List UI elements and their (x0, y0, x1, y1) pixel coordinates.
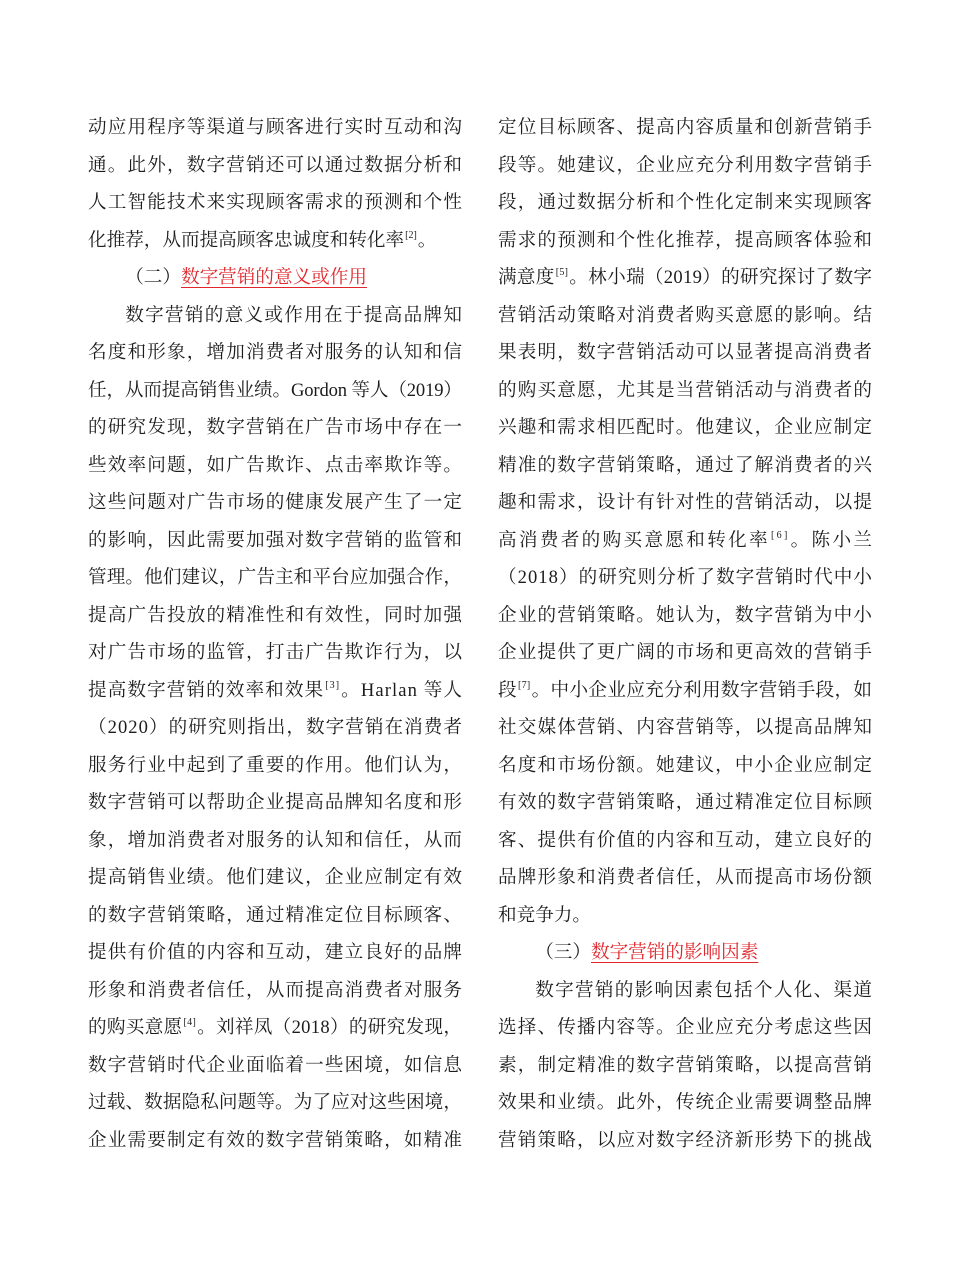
paragraph (88, 109, 462, 259)
line-text: 名度和形象，增加消费者对服务的认知和信 (88, 342, 464, 363)
line-text: 数字营销时代企业面临着一些困境，如信息 (88, 1054, 464, 1076)
text-line (88, 747, 462, 785)
line-text: 提高销售业绩。他们建议，企业应制定有效 (88, 867, 464, 888)
text-line (498, 897, 872, 935)
line-text: 数字营销的影响因素包括个人化、渠道 (535, 979, 874, 1001)
text-line (498, 1009, 872, 1047)
text-line (88, 184, 462, 222)
text-line (498, 972, 872, 1010)
text-line (88, 447, 462, 485)
line-text: 动应用程序等渠道与顾客进行实时互动和沟 (88, 117, 464, 138)
line-text: 的研究发现，数字营销在广告市场中存在一 (88, 417, 464, 438)
line-text: 些效率问题，如广告欺诈、点击率欺诈等。 (88, 454, 464, 476)
line-segment: 。中小企业应充分利用数字营销手段，如 (531, 679, 873, 701)
line-text: 提高广告投放的精准性和有效性，同时加强 (88, 604, 464, 626)
line-text: 营销策略，以应对数字经济新形势下的挑战 (498, 1129, 874, 1151)
text-line (498, 334, 872, 372)
line-text: 人工智能技术来实现顾客需求的预测和个性 (88, 192, 464, 213)
text-line (498, 259, 872, 297)
line-text: 和竞争力。 (498, 904, 591, 926)
text-line (88, 1084, 462, 1122)
line-text: 段等。她建议，企业应充分利用数字营销手 (498, 154, 874, 176)
text-line (88, 709, 462, 747)
citation-marker: [7] (517, 679, 531, 691)
line-text: 效果和业绩。此外，传统企业需要调整品牌 (498, 1092, 874, 1113)
line-text: 企业需要制定有效的数字营销策略，如精准 (88, 1129, 464, 1151)
text-line (498, 484, 872, 522)
text-line (88, 147, 462, 185)
line-segment: 的购买意愿 (88, 1017, 183, 1038)
section-number: （三） (535, 942, 591, 963)
text-line (88, 109, 462, 147)
line-segment: 。林小瑞（2019）的研究探讨了数字 (569, 267, 873, 288)
line-text: 素，制定精准的数字营销策略，以提高营销 (498, 1054, 874, 1076)
text-line (88, 1122, 462, 1160)
line-text: 品牌形象和消费者信任，从而提高市场份额 (498, 867, 874, 888)
text-line (88, 972, 462, 1010)
line-text: 提供有价值的内容和互动，建立良好的品牌 (88, 942, 464, 963)
text-line (88, 297, 462, 335)
line-text: 企业的营销策略。她认为，数字营销为中小 (498, 604, 874, 626)
line-text (88, 230, 436, 251)
line-text: 客、提供有价值的内容和互动，建立良好的 (498, 829, 874, 851)
text-line (88, 934, 462, 972)
line-text: 任，从而提高销售业绩。Gordon 等人（2019） (88, 379, 462, 401)
line-segment: 提高数字营销的效率和效果 (88, 679, 325, 701)
text-line (498, 559, 872, 597)
line-segment: 。 (417, 229, 437, 251)
line-text: 选择、传播内容等。企业应充分考虑这些因 (498, 1017, 874, 1038)
text-line (498, 409, 872, 447)
text-line (88, 822, 462, 860)
line-text: 数字营销可以帮助企业提高品牌知名度和形 (88, 792, 464, 813)
text-line (498, 522, 875, 560)
text-line (88, 1009, 462, 1047)
text-line (88, 672, 462, 710)
text-line (498, 297, 872, 335)
line-text: 兴趣和需求相匹配时。他建议，企业应制定 (498, 417, 874, 438)
text-line (88, 484, 462, 522)
text-line (88, 784, 462, 822)
text-line (498, 1122, 872, 1160)
text-line (498, 822, 872, 860)
line-text: 企业提供了更广阔的市场和更高效的营销手 (498, 642, 874, 663)
paragraph (88, 297, 462, 1160)
text-line (498, 184, 872, 222)
text-line (498, 859, 872, 897)
line-text: 需求的预测和个性化推荐，提高顾客体验和 (498, 229, 874, 251)
text-line (88, 897, 462, 935)
text-line (498, 672, 872, 710)
line-text: 定位目标顾客、提高内容质量和创新营销手 (498, 117, 874, 138)
section-title: 数字营销的意义或作用 (180, 267, 367, 288)
line-text: 的影响，因此需要加强对数字营销的监管和 (88, 529, 464, 551)
citation-marker: [4] (183, 1017, 197, 1028)
line-text: 服务行业中起到了重要的作用。他们认为， (88, 754, 464, 776)
citation-marker: [2] (405, 229, 417, 241)
line-text (88, 1017, 462, 1038)
text-line (88, 559, 462, 597)
text-line (498, 597, 872, 635)
text-line (88, 1047, 462, 1085)
paragraph (498, 109, 875, 934)
line-text: 有效的数字营销策略，通过精准定位目标顾 (498, 792, 874, 813)
text-line (498, 447, 872, 485)
left-column (88, 109, 462, 1159)
line-text: 果表明，数字营销活动可以显著提高消费者 (498, 342, 874, 363)
text-line (498, 1047, 872, 1085)
text-line (88, 859, 462, 897)
line-text (498, 680, 872, 701)
line-text (498, 530, 874, 551)
section-title: 数字营销的影响因素 (590, 942, 759, 963)
line-text: 的数字营销策略，通过精准定位目标顾客、 (88, 904, 464, 926)
section-number: （二） (125, 267, 181, 288)
line-segment: 化推荐，从而提高顾客忠诚度和转化率 (88, 229, 405, 251)
line-text (498, 267, 872, 288)
text-line (498, 634, 872, 672)
text-line (88, 334, 462, 372)
text-line (498, 372, 872, 410)
line-text: （2020）的研究则指出，数字营销在消费者 (88, 717, 464, 738)
text-line (88, 522, 462, 560)
line-text: 精准的数字营销策略，通过了解消费者的兴 (498, 454, 874, 476)
text-line (498, 1084, 872, 1122)
line-text: 这些问题对广告市场的健康发展产生了一定 (88, 492, 464, 513)
line-text: 数字营销的意义或作用在于提高品牌知 (125, 304, 464, 326)
line-text: 名度和市场份额。她建议，中小企业应制定 (498, 754, 874, 776)
section-heading (88, 259, 462, 297)
line-text: 管理。他们建议，广告主和平台应加强合作， (88, 567, 463, 588)
line-text: （2018）的研究则分析了数字营销时代中小 (498, 567, 874, 588)
text-line (498, 147, 872, 185)
section-heading (498, 934, 872, 972)
line-text: 象，增加消费者对服务的认知和信任，从而 (88, 829, 464, 851)
line-text: 的购买意愿，尤其是当营销活动与消费者的 (498, 379, 874, 401)
line-segment: 。Harlan 等人 (341, 679, 464, 701)
line-segment: 高消费者的购买意愿和转化率 (498, 529, 770, 551)
line-text: 社交媒体营销、内容营销等，以提高品牌知 (498, 717, 874, 738)
text-line (498, 747, 872, 785)
text-line (88, 372, 462, 410)
line-segment: 段 (498, 679, 517, 701)
text-line (88, 222, 462, 260)
citation-marker: [6] (770, 529, 790, 541)
line-text: 营销活动策略对消费者购买意愿的影响。结 (498, 304, 874, 326)
line-segment: 。陈小兰 (790, 529, 875, 551)
text-line (88, 634, 462, 672)
text-line (498, 109, 872, 147)
line-text: 过载、数据隐私问题等。为了应对这些困境， (88, 1092, 463, 1113)
line-text (88, 680, 463, 701)
citation-marker: [3] (325, 679, 341, 691)
text-line (88, 597, 462, 635)
text-line (498, 222, 872, 260)
citation-marker: [5] (555, 267, 569, 278)
line-text: 对广告市场的监管，打击广告欺诈行为，以 (88, 642, 464, 663)
line-text: 趣和需求，设计有针对性的营销活动，以提 (498, 492, 874, 513)
line-segment: 满意度 (498, 267, 555, 288)
text-line (498, 784, 872, 822)
line-text: 形象和消费者信任，从而提高消费者对服务 (88, 979, 464, 1001)
line-text: 段，通过数据分析和个性化定制来实现顾客 (498, 192, 874, 213)
line-segment: 。刘祥凤（2018）的研究发现， (197, 1017, 463, 1038)
text-line (498, 709, 872, 747)
right-column (498, 109, 875, 1159)
text-line (88, 409, 462, 447)
line-text: 通。此外，数字营销还可以通过数据分析和 (88, 154, 464, 176)
paragraph (498, 972, 872, 1160)
